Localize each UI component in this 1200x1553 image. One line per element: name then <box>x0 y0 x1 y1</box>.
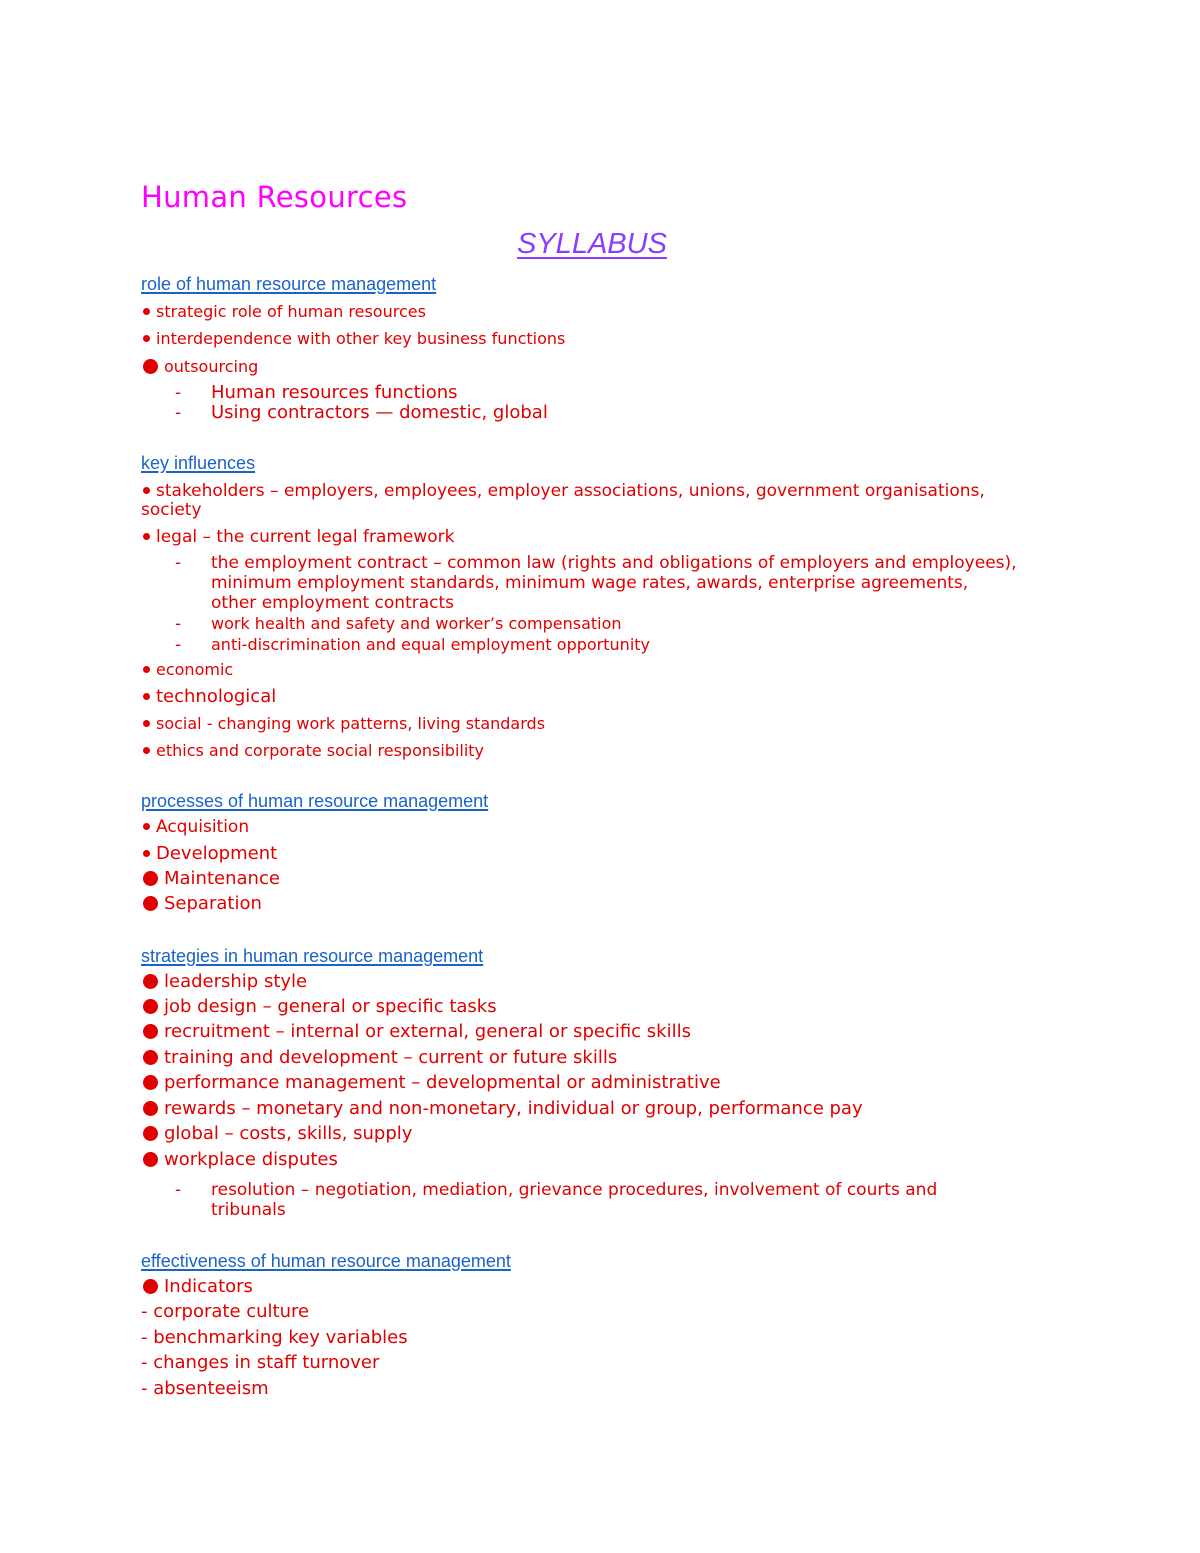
bullet-icon <box>143 896 158 911</box>
list-item: job design – general or specific tasks <box>141 996 497 1017</box>
list-item: Maintenance <box>141 868 280 889</box>
list-item: ethics and corporate social responsibility <box>141 741 484 760</box>
sub-item: Human resources functions <box>211 382 458 403</box>
list-item: Acquisition <box>141 817 249 837</box>
document-title: Human Resources <box>141 180 408 214</box>
sub-item: anti-discrimination and equal employment opportunity <box>211 635 650 654</box>
list-item: leadership style <box>141 971 307 992</box>
bullet-icon <box>143 1152 158 1167</box>
indicator-item: - benchmarking key variables <box>141 1327 408 1348</box>
bullet-icon <box>143 871 158 886</box>
bullet-icon <box>143 999 158 1014</box>
list-item: legal – the current legal framework <box>141 527 455 547</box>
sub-item-continuation: minimum employment standards, minimum wage rates, awards, enterprise agreements, <box>211 573 969 593</box>
list-item: Separation <box>141 893 262 914</box>
bullet-icon <box>143 666 150 673</box>
section-heading-effectiveness: effectiveness of human resource management <box>141 1251 511 1271</box>
bullet-icon <box>143 1126 158 1141</box>
bullet-icon <box>143 1075 158 1090</box>
bullet-icon <box>143 1024 158 1039</box>
bullet-icon <box>143 850 150 857</box>
indicator-item: - corporate culture <box>141 1301 310 1322</box>
list-item-continuation: society <box>141 500 202 520</box>
indicator-item: - absenteeism <box>141 1378 269 1399</box>
list-item: strategic role of human resources <box>141 302 426 321</box>
list-item: interdependence with other key business functions <box>141 329 565 348</box>
list-item: economic <box>141 660 233 679</box>
sub-item: resolution – negotiation, mediation, grievance procedures, involvement of courts and <box>211 1180 938 1200</box>
list-item: global – costs, skills, supply <box>141 1123 412 1144</box>
bullet-icon <box>143 533 150 540</box>
bullet-icon <box>143 335 150 342</box>
bullet-icon <box>143 359 158 374</box>
list-item: recruitment – internal or external, general or specific skills <box>141 1021 691 1042</box>
sub-item: work health and safety and worker’s compensation <box>211 614 622 633</box>
list-item: Development <box>141 843 277 864</box>
section-heading-strategies: strategies in human resource management <box>141 946 484 966</box>
bullet-icon <box>143 823 150 830</box>
bullet-icon <box>143 747 150 754</box>
bullet-icon <box>143 1050 158 1065</box>
list-item: outsourcing <box>141 357 258 376</box>
bullet-icon <box>143 693 150 700</box>
section-heading-processes: processes of human resource management <box>141 791 489 811</box>
list-item: training and development – current or future skills <box>141 1047 617 1068</box>
section-heading-role: role of human resource management <box>141 274 437 294</box>
bullet-icon <box>143 487 150 494</box>
list-item: stakeholders – employers, employees, employer associations, unions, government organisations, <box>141 481 985 501</box>
syllabus-heading: SYLLABUS <box>517 228 667 260</box>
bullet-icon <box>143 720 150 727</box>
dash-marker: - <box>175 614 182 634</box>
dash-marker: - <box>175 553 182 573</box>
sub-item: Using contractors — domestic, global <box>211 402 548 423</box>
list-item: workplace disputes <box>141 1149 338 1170</box>
sub-item-continuation: other employment contracts <box>211 593 455 613</box>
dash-marker: - <box>175 403 182 423</box>
sub-item: the employment contract – common law (rights and obligations of employers and employees), <box>211 553 1017 573</box>
list-item: rewards – monetary and non-monetary, individual or group, performance pay <box>141 1098 863 1119</box>
list-item: performance management – developmental or administrative <box>141 1072 721 1093</box>
bullet-icon <box>143 1279 158 1294</box>
bullet-icon <box>143 1101 158 1116</box>
list-item: technological <box>141 686 276 707</box>
section-heading-influences: key influences <box>141 453 256 473</box>
list-item: Indicators <box>141 1276 253 1297</box>
indicator-item: - changes in staff turnover <box>141 1352 380 1373</box>
dash-marker: - <box>175 383 182 403</box>
bullet-icon <box>143 308 150 315</box>
list-item: social - changing work patterns, living standards <box>141 714 545 733</box>
dash-marker: - <box>175 1180 182 1200</box>
sub-item-continuation: tribunals <box>211 1200 286 1220</box>
dash-marker: - <box>175 635 182 655</box>
bullet-icon <box>143 974 158 989</box>
